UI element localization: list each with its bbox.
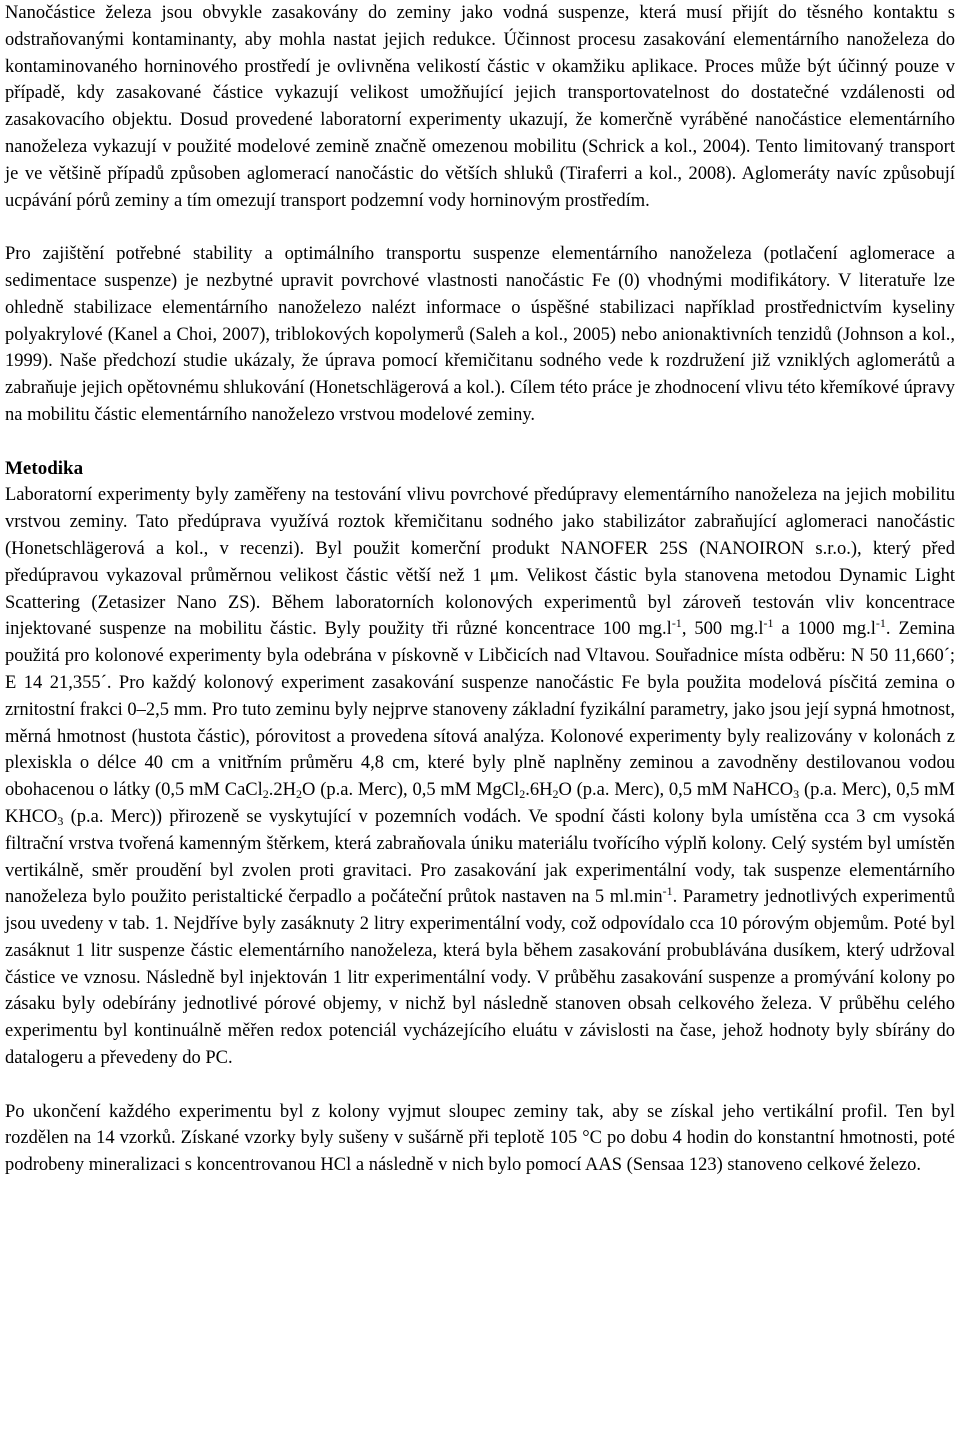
superscript: -1	[662, 884, 673, 899]
document-page	[5, 0, 955, 1179]
methods-text-3: a 1000 mg.l	[773, 619, 876, 640]
methods-text-9: (p.a. Merc), 0,5 mM KHCO	[5, 780, 955, 827]
paragraph-gap	[5, 429, 955, 456]
subscript: 2	[296, 787, 303, 802]
subscript: 3	[793, 787, 800, 802]
paragraph-sampling: Po ukončení každého experimentu byl z kolony vyjmut sloupec zeminy tak, aby se získal jeho vertikální profil. Ten byl rozdělen na 14 vzorků. Získané vzorky byly sušeny v sušárně při teplotě 105 °C po dobu 4 hodin do konstantní hmotnosti, poté podrobeny mineralizaci s koncentrovanou HCl a následně v nich bylo pomocí AAS (Sensaa 123) stanoveno celkové železo.	[5, 1101, 955, 1176]
methods-text-5: .2H	[268, 780, 297, 801]
methods-text-6: O (p.a. Merc), 0,5 mM MgCl	[302, 780, 520, 801]
subscript: 2	[552, 787, 559, 802]
methods-text-1: Laboratorní experimenty byly zaměřeny na testování vlivu povrchové předúpravy elementárního nanoželeza na jejich mobilitu vrstvou zeminy. Tato předúprava využívá roztok křemičitanu sodného jako stabilizátor zabraňující aglomeraci nanočástic (Honetschlägerová a kol., v recenzi). Byl použit komerční produkt NANOFER 25S (NANOIRON s.r.o.), který před předúpravou vykazoval průměrnou velikost částic větší než 1 μm. Velikost částic byla stanovena metodou Dynamic Light Scattering (Zetasizer Nano ZS). Během laboratorních kolonových experimentů byl zároveň testován vliv koncentrace injektované suspenze na mobilitu částic. Byly použity tři různé koncentrace 100 mg.l	[5, 485, 955, 640]
subscript: 3	[57, 813, 64, 828]
methods-text-7: .6H	[525, 780, 553, 801]
methods-text-11: . Parametry jednotlivých experimentů jsou uvedeny v tab. 1. Nejdříve byly zasáknuty 2 litry experimentální vody, což odpovídalo cca 10 pórovým objemům. Poté byl zasáknut 1 litr suspenze částic elementárního nanoželeza, která byla během zasakování probublávána dusíkem, který udržoval částice ve vznosu. Následně byl injektován 1 litr experimentální vody. V průběhu zasakování suspenze a promývání kolony po zásaku byly odebírány jednotlivé pórové objemy, v nichž byl následně stanoven obsah celkového železa. V průběhu celého experimentu byl kontinuálně měřen redox potenciál vycházejícího eluátu v závislosti na čase, jehož hodnoty byly sbírány do datalogeru a převedeny do PC.	[5, 887, 955, 1069]
superscript: -1	[763, 616, 774, 631]
superscript: -1	[875, 616, 886, 631]
methods-text-8: O (p.a. Merc), 0,5 mM NaHCO	[558, 780, 794, 801]
superscript: -1	[671, 616, 682, 631]
methods-text-10: (p.a. Merc)) přirozeně se vyskytující v pozemních vodách. Ve spodní části kolony byla umístěna cca 3 cm vysoká filtrační vrstva tvořená kamenným štěrkem, která zabraňovala úniku materiálu tvořícího výplň kolony. Celý systém byl umístěn vertikálně, směr proudění byl zvolen proti gravitaci. Pro zasakování jak experimentální vody, tak suspenze elementárního nanoželeza bylo použito peristaltické čerpadlo a počáteční průtok nastaven na 5 ml.min	[5, 806, 955, 908]
paragraph-intro: Nanočástice železa jsou obvykle zasakovány do zeminy jako vodná suspenze, která musí přijít do těsného kontaktu s odstraňovanými kontaminanty, aby mohla nastat jejich redukce. Účinnost procesu zasakování elementárního nanoželeza do kontaminovaného horninového prostředí je ovlivněna velikostí částic v okamžiku aplikace. Proces může být účinný pouze v případě, kdy zasakované částice vykazují velikost umožňující jejich transportovatelnost do dostatečné vzdálenosti od zasakovacího objektu. Dosud provedené laboratorní experimenty ukazují, že komerčně vyráběné nanočástice elementárního nanoželeza vykazují v použité modelové zemině značně omezenou mobilitu (Schrick a kol., 2004). Tento limitovaný transport je ve většině případů způsoben aglomerací nanočástic do větších shluků (Tiraferri a kol., 2008). Aglomeráty navíc způsobují ucpávání pórů zeminy a tím omezují transport podzemní vody horninovým prostředím.	[5, 3, 955, 211]
subscript: 2	[262, 787, 269, 802]
subscript: 2	[519, 787, 526, 802]
paragraph-methods	[5, 482, 955, 1072]
methods-text-4: . Zemina použitá pro kolonové experimenty byla odebrána v pískovně v Libčicích nad Vltavou. Souřadnice místa odběru: N 50 11,660´; E 14 21,355´. Pro každý kolonový experiment zasakování suspenze nanočástic Fe byla použita modelová písčitá zemina o zrnitostní frakci 0–2,5 mm. Pro tuto zeminu byly nejprve stanoveny základní fyzikální parametry, jako jsou její sypná hmotnost, měrná hmotnost (hustota částic), pórovitost a provedena sítová analýza. Kolonové experimenty byly realizovány v kolonách z plexiskla o délce 40 cm a vnitřním průměru 4,8 cm, které byly plně naplněny zeminou a zavodněny destilovanou vodou obohacenou o látky (0,5 mM CaCl	[5, 619, 955, 801]
section-heading-metodika: Metodika	[5, 457, 84, 479]
paragraph-gap	[5, 214, 955, 241]
paragraph-stabilization: Pro zajištění potřebné stability a optimálního transportu suspenze elementárního nanoželeza (potlačení aglomerace a sedimentace suspenze) je nezbytné upravit povrchové vlastnosti nanočástic Fe (0) vhodnými modifikátory. V literatuře lze ohledně stabilizace elementárního nanoželezo nalézt informace o úspěšné stabilizaci například prostřednictvím kyseliny polyakrylové (Kanel a Choi, 2007), triblokových kopolymerů (Saleh a kol., 2005) nebo anionaktivních tenzidů (Johnson a kol., 1999). Naše předchozí studie ukázaly, že úprava pomocí křemičitanu sodného vede k rozdružení již vzniklých aglomerátů a zabraňuje jejich opětovnému shlukování (Honetschlägerová a kol.). Cílem této práce je zhodnocení vlivu této křemíkové úpravy na mobilitu částic elementárního nanoželezo vrstvou modelové zeminy.	[5, 244, 955, 425]
methods-text-2: , 500 mg.l	[681, 619, 764, 640]
paragraph-gap	[5, 1072, 955, 1099]
